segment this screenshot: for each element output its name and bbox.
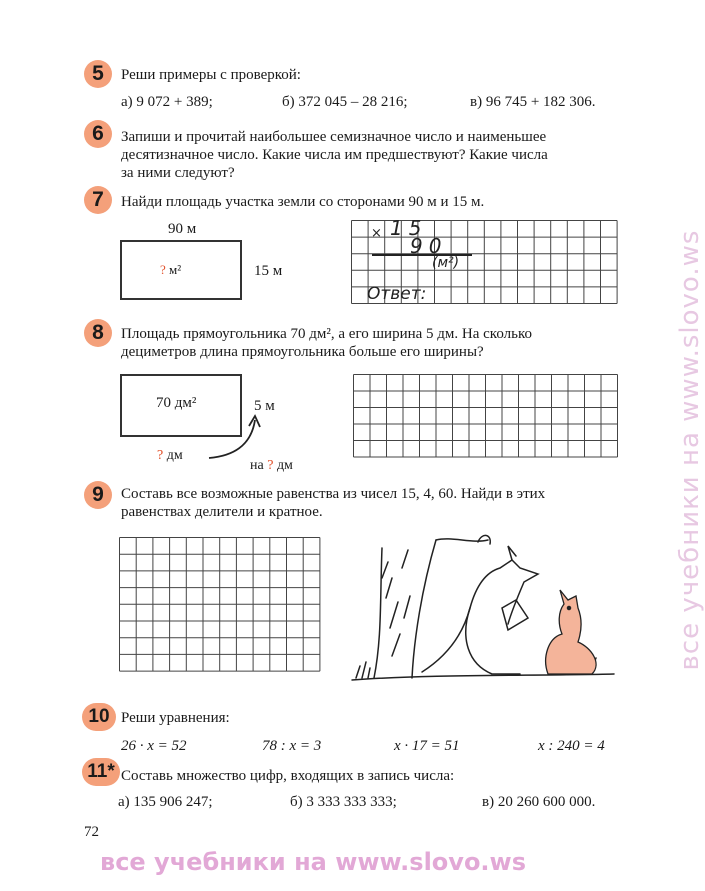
task-10-equation-2: 78 : x = 3: [262, 738, 322, 754]
task-6-line-2: десятизначное число. Какие числа им предшествуют? Какие числа: [121, 147, 548, 163]
task-9-grid: [119, 537, 321, 678]
task-8-area-label: 70 дм²: [156, 395, 197, 411]
task-8-arrow: [205, 412, 265, 462]
task-7-text: Найди площадь участка земли со сторонами 90 м и 15 м.: [121, 194, 485, 210]
task-5-badge: 5: [84, 60, 112, 88]
task-9-line-2: равенствах делители и кратное.: [121, 504, 323, 520]
task-8-badge: 8: [84, 319, 112, 347]
task-8-line-1: Площадь прямоугольника 70 дм², а его ширина 5 дм. На сколько: [121, 326, 532, 342]
task-11-text: Составь множество цифр, входящих в запись числа:: [121, 768, 455, 784]
task-10-text: Реши уравнения:: [121, 710, 230, 726]
task-9-line-1: Составь все возможные равенства из чисел 15, 4, 60. Найди в этих: [121, 486, 546, 502]
task-10-badge: 10: [82, 703, 116, 731]
task-8-side-label: 5 м: [254, 398, 275, 414]
task-8-grid: [353, 374, 619, 458]
task-7-hand-top: 15: [390, 216, 428, 240]
task-8-length-label: ? дм: [157, 448, 183, 463]
task-8-line-2: дециметров длина прямоугольника больше его ширины?: [121, 344, 484, 360]
task-11-item-c: в) 20 260 600 000.: [482, 794, 596, 810]
task-9-badge: 9: [84, 481, 112, 509]
task-7-hand-unit: (м²): [432, 255, 460, 271]
task-11-badge: 11*: [82, 758, 120, 786]
task-5-text: Реши примеры с проверкой:: [121, 67, 301, 83]
task-11-item-a: а) 135 906 247;: [118, 794, 213, 810]
watermark-vertical: все учебники на www.slovo.ws: [675, 229, 705, 671]
task-5-item-b: б) 372 045 – 28 216;: [282, 94, 408, 110]
task-10-equation-3: x · 17 = 51: [394, 738, 460, 754]
task-10-equation-4: x : 240 = 4: [538, 738, 605, 754]
task-10-equation-1: 26 · x = 52: [121, 738, 187, 754]
task-6-badge: 6: [84, 120, 112, 148]
task-7-top-label: 90 м: [168, 221, 197, 237]
page-number: 72: [84, 824, 99, 840]
kangaroo-illustration: [352, 538, 614, 684]
task-7-hand-answer: Ответ:: [367, 284, 427, 304]
task-6-line-1: Запиши и прочитай наибольшее семизначное число и наименьшее: [121, 129, 547, 145]
task-6-line-3: за ними следуют?: [121, 165, 235, 181]
task-8-difference-label: на ? дм: [250, 458, 293, 473]
task-7-badge: 7: [84, 186, 112, 214]
task-7-side-label: 15 м: [254, 263, 283, 279]
task-11-item-b: б) 3 333 333 333;: [290, 794, 397, 810]
task-7-area-label: ? м²: [160, 262, 182, 277]
task-5-item-c: в) 96 745 + 182 306.: [470, 94, 596, 110]
watermark-bottom: все учебники на www.slovo.ws: [100, 848, 526, 876]
task-7-hand-op: ×: [371, 226, 382, 241]
task-7-hand-second: 90: [410, 234, 448, 258]
task-5-item-a: а) 9 072 + 389;: [121, 94, 213, 110]
